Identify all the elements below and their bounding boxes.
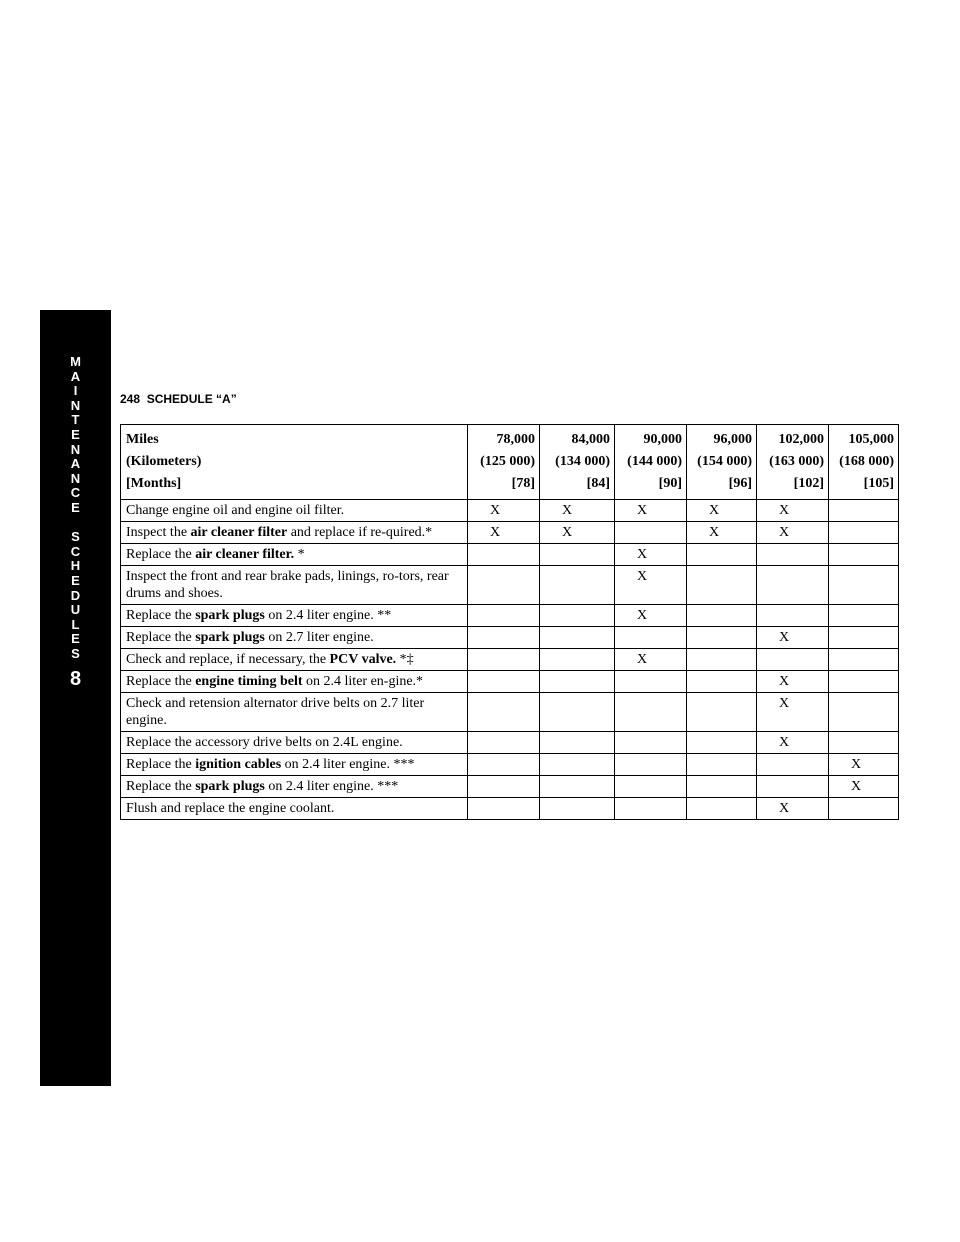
interval-mark: X (757, 500, 829, 522)
interval-miles: 90,000 (643, 432, 682, 447)
interval-mark (757, 754, 829, 776)
interval-mark (757, 605, 829, 627)
service-text: on 2.4 liter engine. ** (264, 608, 392, 623)
service-description (121, 754, 468, 776)
table-row (121, 544, 899, 566)
interval-mark (687, 671, 757, 693)
interval-km: (144 000) (627, 454, 682, 469)
service-description (121, 732, 468, 754)
table-row (121, 522, 899, 544)
service-item-emphasis: air cleaner filter. (195, 547, 295, 562)
service-text: * (294, 547, 305, 562)
service-description (121, 693, 468, 732)
interval-mark (687, 605, 757, 627)
interval-mark: X (615, 605, 687, 627)
tab-letter: I (73, 383, 78, 399)
interval-miles: 105,000 (848, 432, 894, 447)
interval-mark: X (468, 522, 540, 544)
interval-mark (615, 798, 687, 820)
service-item-emphasis: air cleaner filter (190, 525, 288, 540)
interval-mark (829, 798, 899, 820)
tab-letter: A (70, 456, 81, 472)
service-text: Replace the (126, 779, 196, 794)
interval-months: [105] (863, 476, 894, 491)
interval-mark: X (468, 500, 540, 522)
interval-mark: X (757, 671, 829, 693)
interval-mark (829, 566, 899, 605)
service-description (121, 671, 468, 693)
interval-mark (540, 566, 615, 605)
interval-mark: X (757, 693, 829, 732)
interval-miles: 96,000 (713, 432, 752, 447)
service-description (121, 798, 468, 820)
interval-mark (468, 649, 540, 671)
interval-miles: 102,000 (778, 432, 824, 447)
interval-mark (540, 776, 615, 798)
service-text: *‡ (396, 652, 414, 667)
interval-mark (687, 776, 757, 798)
interval-mark (468, 605, 540, 627)
interval-mark (687, 649, 757, 671)
interval-mark (468, 671, 540, 693)
interval-column-header (468, 425, 540, 500)
table-row (121, 649, 899, 671)
service-description (121, 627, 468, 649)
interval-miles: 84,000 (571, 432, 610, 447)
interval-mark (615, 671, 687, 693)
interval-mark (687, 627, 757, 649)
interval-months: [78] (511, 476, 535, 491)
interval-mark (615, 522, 687, 544)
table-row (121, 732, 899, 754)
interval-mark (829, 627, 899, 649)
header-miles: Miles (126, 432, 159, 447)
interval-mark (829, 732, 899, 754)
header-months: [Months] (126, 476, 182, 491)
interval-mark: X (757, 522, 829, 544)
interval-mark (615, 693, 687, 732)
service-text: on 2.4 liter engine. *** (264, 779, 399, 794)
service-text: Inspect the (126, 525, 191, 540)
interval-mark (687, 544, 757, 566)
interval-miles: 78,000 (496, 432, 535, 447)
interval-mark: X (615, 500, 687, 522)
interval-km: (134 000) (555, 454, 610, 469)
table-row (121, 754, 899, 776)
interval-mark (757, 544, 829, 566)
interval-mark: X (757, 798, 829, 820)
service-text: Replace the (126, 608, 196, 623)
service-description (121, 544, 468, 566)
tab-letter: U (70, 602, 81, 618)
service-item-emphasis: ignition cables (195, 757, 282, 772)
service-description (121, 566, 468, 605)
interval-mark (468, 693, 540, 732)
interval-mark (615, 754, 687, 776)
service-description (121, 649, 468, 671)
interval-mark (757, 649, 829, 671)
service-text: Inspect the front and rear brake pads, linings, ro-tors, rear drums and shoes. (126, 569, 449, 601)
service-text: Replace the (126, 757, 196, 772)
interval-mark (468, 627, 540, 649)
tab-letter: E (71, 631, 80, 647)
interval-mark (540, 732, 615, 754)
tab-letter: H (70, 558, 81, 574)
interval-mark: X (540, 500, 615, 522)
interval-mark (468, 754, 540, 776)
service-text: Check and replace, if necessary, the (126, 652, 330, 667)
header-label-cell (121, 425, 468, 500)
service-text: Replace the (126, 547, 196, 562)
table-row (121, 605, 899, 627)
interval-mark (687, 732, 757, 754)
interval-mark: X (757, 732, 829, 754)
interval-months: [84] (586, 476, 610, 491)
table-header-row (121, 425, 899, 500)
chapter-title-vertical (40, 355, 111, 661)
service-text: Change engine oil and engine oil filter. (126, 503, 345, 518)
interval-km: (154 000) (697, 454, 752, 469)
interval-mark: X (615, 544, 687, 566)
tab-letter: D (70, 587, 81, 603)
interval-mark (540, 605, 615, 627)
service-text: Replace the accessory drive belts on 2.4L engine. (126, 735, 403, 750)
interval-mark (687, 693, 757, 732)
chapter-side-tab (40, 310, 111, 1086)
interval-mark (468, 732, 540, 754)
tab-letter: C (70, 485, 81, 501)
interval-column-header (540, 425, 615, 500)
service-text: on 2.4 liter engine. *** (281, 757, 415, 772)
maintenance-schedule-table (120, 424, 899, 820)
service-text: Replace the (126, 674, 196, 689)
table-row (121, 776, 899, 798)
tab-letter: T (71, 412, 80, 428)
interval-mark (829, 522, 899, 544)
service-text: Flush and replace the engine coolant. (126, 801, 335, 816)
table-row (121, 693, 899, 732)
interval-column-header (829, 425, 899, 500)
tab-letter: N (70, 470, 81, 486)
interval-mark (540, 544, 615, 566)
interval-mark (829, 605, 899, 627)
interval-mark (540, 627, 615, 649)
interval-km: (125 000) (480, 454, 535, 469)
table-row (121, 798, 899, 820)
running-head (120, 391, 237, 407)
interval-mark (540, 798, 615, 820)
interval-mark (829, 693, 899, 732)
service-description (121, 522, 468, 544)
service-item-emphasis: spark plugs (195, 630, 265, 645)
interval-mark (615, 776, 687, 798)
interval-mark (468, 544, 540, 566)
service-item-emphasis: spark plugs (195, 779, 265, 794)
interval-mark: X (615, 649, 687, 671)
interval-mark (757, 776, 829, 798)
interval-km: (168 000) (839, 454, 894, 469)
service-item-emphasis: spark plugs (195, 608, 265, 623)
interval-mark (829, 544, 899, 566)
table-row (121, 627, 899, 649)
table-row (121, 671, 899, 693)
tab-letter: S (71, 645, 80, 661)
tab-letter: S (71, 529, 80, 545)
interval-mark: X (757, 627, 829, 649)
service-description (121, 605, 468, 627)
interval-months: [96] (728, 476, 752, 491)
interval-mark: X (615, 566, 687, 605)
interval-mark (468, 776, 540, 798)
tab-letter: L (71, 616, 80, 632)
interval-column-header (687, 425, 757, 500)
tab-letter: A (70, 368, 81, 384)
table-row (121, 566, 899, 605)
interval-mark (468, 798, 540, 820)
service-text: Check and retension alternator drive belts on 2.7 liter engine. (126, 696, 425, 728)
service-text: on 2.7 liter engine. (264, 630, 374, 645)
service-description (121, 500, 468, 522)
tab-letter: E (71, 426, 80, 442)
interval-months: [90] (658, 476, 682, 491)
tab-letter: M (70, 354, 81, 369)
tab-letter: E (71, 572, 80, 588)
service-description (121, 776, 468, 798)
interval-column-header (757, 425, 829, 500)
chapter-number: 8 (69, 668, 82, 690)
interval-mark: X (687, 522, 757, 544)
service-item-emphasis: PCV valve. (329, 652, 397, 667)
interval-mark (687, 566, 757, 605)
interval-mark (829, 500, 899, 522)
interval-column-header (615, 425, 687, 500)
service-text: Replace the (126, 630, 196, 645)
interval-mark (687, 798, 757, 820)
interval-mark: X (687, 500, 757, 522)
interval-mark (540, 754, 615, 776)
interval-mark (687, 754, 757, 776)
tab-letter: N (70, 441, 81, 457)
interval-mark (540, 649, 615, 671)
interval-mark (540, 693, 615, 732)
interval-mark: X (829, 754, 899, 776)
tab-letter: C (70, 543, 81, 559)
interval-km: (163 000) (769, 454, 824, 469)
interval-mark: X (540, 522, 615, 544)
table-row (121, 500, 899, 522)
interval-mark (615, 732, 687, 754)
interval-months: [102] (793, 476, 824, 491)
interval-mark (615, 627, 687, 649)
page-number: 248 (120, 392, 141, 406)
tab-letter: E (71, 499, 80, 515)
interval-mark (468, 566, 540, 605)
interval-mark (829, 671, 899, 693)
interval-mark (829, 649, 899, 671)
service-item-emphasis: engine timing belt (195, 674, 303, 689)
service-text: on 2.4 liter en-gine.* (302, 674, 424, 689)
section-title: SCHEDULE “A” (146, 392, 237, 406)
interval-mark: X (829, 776, 899, 798)
service-text: and replace if re-quired.* (287, 525, 433, 540)
header-kilometers: (Kilometers) (126, 454, 202, 469)
tab-letter: N (70, 397, 81, 413)
interval-mark (757, 566, 829, 605)
interval-mark (540, 671, 615, 693)
